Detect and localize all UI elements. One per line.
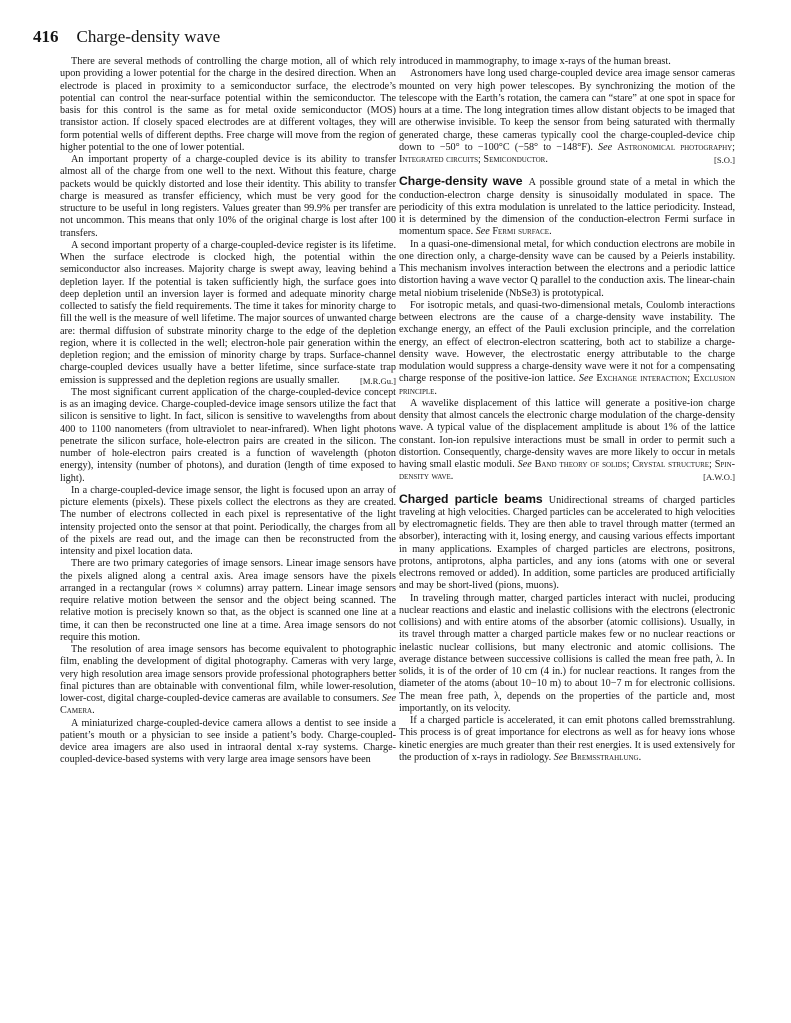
entry-headword: Charge-density wave	[399, 174, 523, 189]
author-initials: [M.R.Gu.]	[359, 375, 396, 386]
paragraph	[60, 240, 396, 387]
paragraph-text: If a charged particle is accelerated, it can emit photons called bremsstrahlung. This process is of great importance for electrons as well as for heavy ions whose kinetic energies are much greater than their rest energies. It is used extensively for the production of x-rays in radiology.	[399, 715, 735, 763]
cross-reference: Astronomical photography; Integrated circuits; Semiconductor.	[399, 141, 736, 165]
paragraph: An important property of a charge-coupled device is its ability to transfer almost all of the charge from one well to the next. Without this feature, charge packets would be quickly distorted and lose their identity. This ability to transfer charge is measured as transfer efficiency, which must be very good for the structure to be useful in long registers. Values greater than 99.9% per transfer are not uncommon. This means that only 10% of the original charge is lost after 100 transfers.	[60, 154, 396, 239]
paragraph-text: Unidirectional streams of charged particles traveling at high velocities. Charged particles can be accelerated to high velocities by electromagnetic fields. They are then able to travel through matter (termed an absorber), interacting with it, losing energy, and causing various effects important in many applications. Examples of charged particles are electrons, positrons, protons, antiprotons, alpha particles, and any ions (atoms with one or several electrons removed or added). In addition, some particles are produced artificially and may be short-lived (pions, muons).	[399, 494, 735, 592]
entry-charged-particle-beams	[399, 493, 735, 765]
page-number: 416	[33, 27, 59, 46]
paragraph-text: A possible ground state of a metal in which the conduction-electron charge density is sinusoidally modulated in space. The periodicity of this extra modulation is unrelated to the lattice periodicity. Instead, it is determined by the dimension of the conduction-electron Fermi surface in momentum space.	[399, 177, 735, 238]
paragraph-text: Astronomers have long used charge-coupled device area image sensor cameras mounted on very high power telescopes. By synchronizing the motion of the telescope with the Earth’s rotation, the camera can “stare” at one spot in space for hours at a time. The long integration times allow distant objects to be imaged that are otherwise invisible. To keep the sensor from being saturated with thermally generated charge, these cameras typically cool the charge-coupled-device chip down to −50° to −100°C (−58° to −148°F).	[399, 68, 735, 153]
paragraph: There are two primary categories of image sensors. Linear image sensors have the pixels aligned along a central axis. Area image sensors have the pixels arranged in a rectangular (rows × columns) array pattern. Linear image sensors require relative motion between the sensor and the object being scanned. The relative motion is precisely known so that, as the object is scanned one line at a time, it can then be reconstructed one line at a time. Area image sensors do not require this motion.	[60, 558, 396, 643]
paragraph-text: For isotropic metals, and quasi-two-dimensional metals, Coulomb interactions between electrons are the cause of a charge-density wave instability. The exchange energy, an effect of the Pauli exclusion principle, and the correlation energy, an effect of electron-electron scattering, both act to stabilize a charge-density wave. However, the electrostatic energy attributable to the charge modulation would suppress a charge-density wave were it not for a compensating charge response of the positive-ion lattice.	[399, 299, 735, 385]
paragraph: In a quasi-one-dimensional metal, for which conduction electrons are mobile in one direction only, a charge-density wave can be caused by a Peierls instability. This mechanism involves interaction between the electrons and a periodic lattice distortion having a wave vector Q parallel to the conduction axis. The linear-chain metal niobium triselenide (NbSe3) is prototypical.	[399, 238, 735, 299]
paragraph: The most significant current application of the charge-coupled-device concept is as an imaging device. Charge-coupled-device image sensors utilize the fact that silicon is sensitive to light. In fact, silicon is sensitive to wavelengths from about 400 to 1100 nanometers (from ultraviolet to near-infrared). When light photons penetrate the silicon surface, hole-electron pairs are created in the silicon. The number of hole-electron pairs created is a function of wavelength (photon energy), intensity (number of photons), and duration (length of time exposed to light).	[60, 386, 396, 484]
see-label: See	[475, 226, 490, 238]
entry-charge-density-wave	[399, 175, 735, 483]
paragraph	[399, 493, 735, 593]
author-initials: [A.W.O.]	[703, 472, 735, 483]
paragraph	[399, 300, 735, 398]
paragraph	[399, 175, 735, 238]
see-label: See	[381, 693, 397, 704]
cross-reference: Camera.	[60, 705, 95, 717]
paragraph	[399, 398, 735, 484]
paragraph	[60, 644, 396, 718]
cross-reference: Fermi surface.	[492, 226, 552, 238]
paragraph: introduced in mammography, to image x-rays of the human breast.	[399, 56, 671, 67]
paragraph	[399, 715, 735, 764]
see-label: See	[517, 459, 532, 470]
left-column	[60, 56, 396, 767]
paragraph-text: A second important property of a charge-coupled-device register is its lifetime. When the surface electrode is clocked high, the potential within the semiconductor also increases. Majority charge is swept away, leaving behind a depletion layer. If the potential is taken sufficiently high, the surface goes into deep depletion until an inversion layer is formed and adequate minority charge collected to satisfy the field requirements. The time it takes for minority charge to fill the well is the measure of well lifetime. The major sources of unwanted charge are: thermal diffusion of substrate minority charge to the edge of the depletion region, where it is collected in the well; electron-hole pair generation within the depletion region; and the emission of minority charge by traps. Surface-channel charge-coupled devices usually have a better lifetime, since surface-state trap emission is suppressed and the depletion regions are usually smaller.	[60, 239, 396, 386]
see-label: See	[553, 751, 568, 763]
entry-headword: Charged particle beams	[399, 491, 543, 506]
paragraph	[399, 68, 735, 166]
paragraph: In a charge-coupled-device image sensor, the light is focused upon an array of picture elements (pixels). These pixels collect the electrons as they are created. The number of electrons collected in each pixel is representative of the light intensity projected onto the sensor at that point. Periodically, the charges from all of the pixels are read out, and the image can then be reconstructed from the intensity and pixel location data.	[60, 484, 396, 557]
paragraph: A miniaturized charge-coupled-device camera allows a dentist to see inside a patient’s mouth or a physician to see inside a patient’s body. Charge-coupled-device area imagers are also used in intraoral dental x-ray systems. Charge-coupled-device-based systems with very large area image sensors have been	[60, 717, 396, 766]
running-title: Charge-density wave	[76, 27, 221, 46]
right-column	[399, 56, 735, 764]
page-header	[33, 27, 763, 49]
paragraph: There are several methods of controlling the charge motion, all of which rely upon providing a lower potential for the charge in the desired direction. When an electrode is placed in proximity to a semiconductor surface, the electrode’s potential can control the near-surface potential within the semiconductor. The basis for this control is the same as for metal oxide semiconductor (MOS) transistor action. If closely spaced electrodes are at different voltages, they will form potential wells of different depths. Free charge will move from the region of higher potential to the one of lower potential.	[60, 56, 396, 153]
cross-reference: Bremsstrahlung.	[570, 751, 642, 763]
author-initials: [S.O.]	[713, 155, 735, 165]
see-label: See	[597, 141, 613, 153]
cross-reference: Band theory of solids; Crystal structure; Spin-density wave.	[399, 459, 736, 483]
paragraph-text: The resolution of area image sensors has become equivalent to photographic film, enabling the development of digital photography. Cameras with very large, very high resolution area image sensors provide professional photographers better final pictures than are obtainable with conventional film, while lower-resolution, lower-cost, digital charge-coupled-device cameras are available to consumers.	[60, 644, 396, 704]
paragraph: In traveling through matter, charged particles interact with nuclei, producing nuclear reactions and elastic and inelastic collisions with the electrons (electronic collisions) and with entire atoms of the absorber (atomic collisions). Usually, in its travel through matter a charged particle makes few or no nuclear reactions or inelastic nuclear collisions, but many electronic and atomic collisions. The average distance between successive collisions is called the mean free path, λ. In solids, it is of the order of 10 cm (4 in.) for nuclear reactions. It ranges from the diameter of the atoms (about 10−10 m) to about 10−7 m for electronic collisions. The mean free path, λ, depends on the properties of the particle and, most importantly, on its velocity.	[399, 592, 735, 714]
paragraph-text: A wavelike displacement of this lattice will generate a positive-ion charge density that almost cancels the electronic charge modulation of the charge-density wave. A typical value of the displacement amplitude is about 1% of the lattice constant. Ion-ion repulsive interactions must be small in order to permit such a distortion. Consequently, charge-density waves are more likely to occur in metals having small elastic moduli.	[399, 397, 735, 470]
cross-reference: Exchange interaction; Exclusion principle.	[399, 373, 736, 397]
see-label: See	[578, 373, 593, 385]
